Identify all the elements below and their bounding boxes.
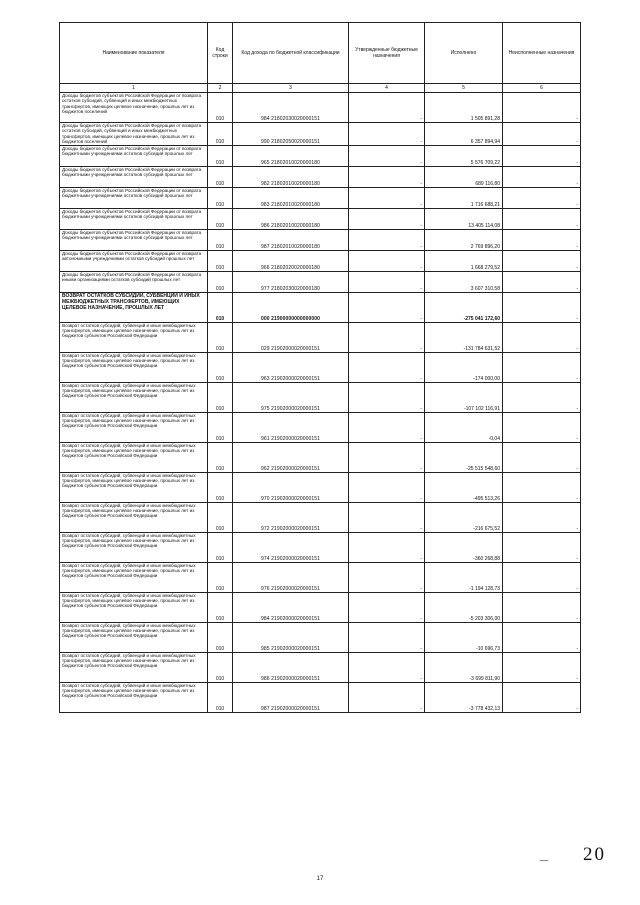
row-kbk: 984 21802030020000151 <box>233 93 349 123</box>
row-name: Возврат остатков субсидий, субвенций и иных межбюджетных трансфертов, имеющих целевое назначение, прошлых лет из бюджетов субъектов Российской Федерации <box>60 352 208 382</box>
row-name: Возврат остатков субсидий, субвенций и иных межбюджетных трансфертов, имеющих целевое назначение, прошлых лет из бюджетов субъектов Российской Федерации <box>60 502 208 532</box>
table-header-row <box>60 23 581 84</box>
table-row <box>60 442 581 472</box>
row-name: Возврат остатков субсидий, субвенций и иных межбюджетных трансфертов, имеющих целевое назначение, прошлых лет из бюджетов субъектов Российской Федерации <box>60 322 208 352</box>
row-kbk: 986 21802010020000180 <box>233 208 349 229</box>
row-code: 010 <box>208 472 233 502</box>
row-code: 010 <box>208 93 233 123</box>
row-unexecuted: - <box>503 442 581 472</box>
table-row <box>60 187 581 208</box>
row-unexecuted: - <box>503 382 581 412</box>
col-number: 6 <box>503 84 581 93</box>
row-code: 010 <box>208 187 233 208</box>
row-name: Доходы бюджетов субъектов Российской Федерации от возврата остатков субсидий, субвенций и иных межбюджетных трансфертов, имеющих целевое назначение, прошлых лет из бюджетов поселений <box>60 93 208 123</box>
table-row <box>60 250 581 271</box>
row-kbk: 984 21902000020000151 <box>233 592 349 622</box>
table-row <box>60 271 581 292</box>
row-kbk: 987 21802010020000180 <box>233 229 349 250</box>
row-name: Доходы бюджетов субъектов Российской Федерации от возврата бюджетными учреждениями остатков субсидий прошлых лет <box>60 187 208 208</box>
row-executed: 1 668 279,52 <box>425 250 503 271</box>
row-name: Доходы бюджетов субъектов Российской Федерации от возврата бюджетными учреждениями остатков субсидий прошлых лет <box>60 145 208 166</box>
row-code: 010 <box>208 682 233 712</box>
row-name: ВОЗВРАТ ОСТАТКОВ СУБСИДИЙ, СУБВЕНЦИЙ И ИНЫХ МЕЖБЮДЖЕТНЫХ ТРАНСФЕРТОВ, ИМЕЮЩИХ ЦЕЛЕВОЕ НАЗНАЧЕНИЕ, ПРОШЛЫХ ЛЕТ <box>60 292 208 322</box>
row-kbk: 982 21802010020000180 <box>233 166 349 187</box>
row-kbk: 977 21802030020000180 <box>233 271 349 292</box>
row-executed: -495 513,26 <box>425 472 503 502</box>
row-unexecuted: - <box>503 93 581 123</box>
row-approved: - <box>349 322 425 352</box>
row-approved: - <box>349 145 425 166</box>
row-unexecuted: - <box>503 322 581 352</box>
row-code: 010 <box>208 166 233 187</box>
row-kbk: 983 21802010020000180 <box>233 187 349 208</box>
row-unexecuted: - <box>503 622 581 652</box>
row-kbk: 000 21900000000000000 <box>233 292 349 322</box>
row-unexecuted: - <box>503 250 581 271</box>
table-row <box>60 123 581 146</box>
row-executed: -3 778 432,13 <box>425 682 503 712</box>
row-approved: - <box>349 562 425 592</box>
row-unexecuted: - <box>503 229 581 250</box>
row-approved: - <box>349 592 425 622</box>
row-executed: -174 000,00 <box>425 352 503 382</box>
row-name: Возврат остатков субсидий, субвенций и иных межбюджетных трансфертов, имеющих целевое назначение, прошлых лет из бюджетов субъектов Российской Федерации <box>60 382 208 412</box>
table-row <box>60 322 581 352</box>
row-unexecuted: - <box>503 652 581 682</box>
row-unexecuted: - <box>503 292 581 322</box>
row-code: 010 <box>208 208 233 229</box>
header-unexecuted: Неисполненные назначения <box>503 23 581 84</box>
table-row <box>60 682 581 712</box>
row-kbk: 990 21802050020000151 <box>233 123 349 146</box>
row-name: Доходы бюджетов субъектов Российской Федерации от возврата бюджетными учреждениями остатков субсидий прошлых лет <box>60 229 208 250</box>
row-approved: - <box>349 271 425 292</box>
row-executed: 1 716 688,21 <box>425 187 503 208</box>
row-kbk: 975 21902000020000151 <box>233 382 349 412</box>
row-name: Доходы бюджетов субъектов Российской Федерации от возврата бюджетными учреждениями остатков субсидий прошлых лет <box>60 208 208 229</box>
row-code: 010 <box>208 292 233 322</box>
col-number: 5 <box>425 84 503 93</box>
row-code: 010 <box>208 250 233 271</box>
row-unexecuted: - <box>503 166 581 187</box>
row-name: Возврат остатков субсидий, субвенций и иных межбюджетных трансфертов, имеющих целевое назначение, прошлых лет из бюджетов субъектов Российской Федерации <box>60 562 208 592</box>
row-executed: -3 699 811,90 <box>425 652 503 682</box>
table-row <box>60 472 581 502</box>
row-executed: -216 675,52 <box>425 502 503 532</box>
table-row <box>60 93 581 123</box>
row-name: Возврат остатков субсидий, субвенций и иных межбюджетных трансфертов, имеющих целевое назначение, прошлых лет из бюджетов субъектов Российской Федерации <box>60 472 208 502</box>
table-row <box>60 652 581 682</box>
header-name: Наименование показателя <box>60 23 208 84</box>
row-unexecuted: - <box>503 412 581 442</box>
row-unexecuted: - <box>503 502 581 532</box>
row-executed: -10 696,73 <box>425 622 503 652</box>
row-kbk: 962 21902000020000151 <box>233 442 349 472</box>
row-kbk: 965 21802010020000180 <box>233 145 349 166</box>
row-executed: 13 405 114,08 <box>425 208 503 229</box>
row-executed: -25 515 548,60 <box>425 442 503 472</box>
row-executed: -107 102 116,91 <box>425 382 503 412</box>
row-kbk: 987 21902000020000151 <box>233 682 349 712</box>
row-approved: - <box>349 187 425 208</box>
row-executed: -1 194 128,73 <box>425 562 503 592</box>
table-row <box>60 532 581 562</box>
row-unexecuted: - <box>503 352 581 382</box>
row-approved: - <box>349 93 425 123</box>
row-executed: 689 116,80 <box>425 166 503 187</box>
row-unexecuted: - <box>503 208 581 229</box>
row-approved: - <box>349 166 425 187</box>
row-unexecuted: - <box>503 592 581 622</box>
row-kbk: 963 21902000020000151 <box>233 352 349 382</box>
row-approved: - <box>349 412 425 442</box>
row-approved: - <box>349 442 425 472</box>
table-row <box>60 502 581 532</box>
row-code: 010 <box>208 412 233 442</box>
row-executed: 6 357 894,94 <box>425 123 503 146</box>
row-code: 010 <box>208 442 233 472</box>
header-kbk: Код дохода по бюджетной классификации <box>233 23 349 84</box>
row-approved: - <box>349 652 425 682</box>
row-unexecuted: - <box>503 562 581 592</box>
budget-report-table <box>59 22 581 713</box>
header-approved: Утвержденные бюджетные назначения <box>349 23 425 84</box>
row-approved: - <box>349 250 425 271</box>
row-name: Доходы бюджетов субъектов Российской Федерации от возврата остатков субсидий, субвенций и иных межбюджетных трансфертов, имеющих целевое назначение, прошлых лет из бюджетов поселений <box>60 123 208 146</box>
row-approved: - <box>349 229 425 250</box>
row-unexecuted: - <box>503 532 581 562</box>
row-code: 010 <box>208 592 233 622</box>
row-name: Доходы бюджетов субъектов Российской Федерации от возврата бюджетными учреждениями остатков субсидий прошлых лет <box>60 166 208 187</box>
row-name: Возврат остатков субсидий, субвенций и иных межбюджетных трансфертов, имеющих целевое назначение, прошлых лет из бюджетов субъектов Российской Федерации <box>60 682 208 712</box>
row-kbk: 986 21902000020000151 <box>233 652 349 682</box>
row-name: Возврат остатков субсидий, субвенций и иных межбюджетных трансфертов, имеющих целевое назначение, прошлых лет из бюджетов субъектов Российской Федерации <box>60 592 208 622</box>
row-approved: - <box>349 622 425 652</box>
row-code: 010 <box>208 322 233 352</box>
table-row <box>60 592 581 622</box>
row-unexecuted: - <box>503 682 581 712</box>
header-code: Код строки <box>208 23 233 84</box>
table-row <box>60 352 581 382</box>
row-executed: 5 576 709,22 <box>425 145 503 166</box>
row-unexecuted: - <box>503 145 581 166</box>
row-name: Возврат остатков субсидий, субвенций и иных межбюджетных трансфертов, имеющих целевое назначение, прошлых лет из бюджетов субъектов Российской Федерации <box>60 652 208 682</box>
table-row <box>60 412 581 442</box>
row-code: 010 <box>208 622 233 652</box>
col-number: 1 <box>60 84 208 93</box>
row-approved: - <box>349 532 425 562</box>
row-approved: - <box>349 292 425 322</box>
row-code: 010 <box>208 562 233 592</box>
row-approved: - <box>349 123 425 146</box>
row-kbk: 974 21902000020000151 <box>233 532 349 562</box>
table-row <box>60 292 581 322</box>
row-executed: 1 505 891,28 <box>425 93 503 123</box>
row-approved: - <box>349 352 425 382</box>
row-executed: -0,04 <box>425 412 503 442</box>
row-name: Возврат остатков субсидий, субвенций и иных межбюджетных трансфертов, имеющих целевое назначение, прошлых лет из бюджетов субъектов Российской Федерации <box>60 442 208 472</box>
table-body <box>60 93 581 713</box>
col-number: 2 <box>208 84 233 93</box>
row-name: Возврат остатков субсидий, субвенций и иных межбюджетных трансфертов, имеющих целевое назначение, прошлых лет из бюджетов субъектов Российской Федерации <box>60 532 208 562</box>
handwritten-page-number: 20 <box>583 844 606 865</box>
col-number: 4 <box>349 84 425 93</box>
row-unexecuted: - <box>503 472 581 502</box>
table-row <box>60 166 581 187</box>
row-kbk: 029 21902000020000151 <box>233 322 349 352</box>
row-unexecuted: - <box>503 271 581 292</box>
table-row <box>60 622 581 652</box>
row-code: 010 <box>208 229 233 250</box>
row-kbk: 966 21802020020000180 <box>233 250 349 271</box>
row-approved: - <box>349 502 425 532</box>
row-executed: -131 784 631,52 <box>425 322 503 352</box>
table-row <box>60 229 581 250</box>
row-kbk: 961 21902000020000151 <box>233 412 349 442</box>
row-code: 010 <box>208 145 233 166</box>
footer-page-number: 17 <box>316 876 324 882</box>
table-row <box>60 382 581 412</box>
row-kbk: 985 21902000020000151 <box>233 622 349 652</box>
row-approved: - <box>349 682 425 712</box>
row-unexecuted: - <box>503 187 581 208</box>
row-code: 010 <box>208 652 233 682</box>
row-kbk: 972 21902000020000151 <box>233 502 349 532</box>
row-approved: - <box>349 382 425 412</box>
row-approved: - <box>349 472 425 502</box>
row-code: 010 <box>208 382 233 412</box>
row-code: 010 <box>208 352 233 382</box>
table-row <box>60 562 581 592</box>
row-name: Возврат остатков субсидий, субвенций и иных межбюджетных трансфертов, имеющих целевое назначение, прошлых лет из бюджетов субъектов Российской Федерации <box>60 412 208 442</box>
footer-dash: — <box>540 856 548 865</box>
row-code: 010 <box>208 271 233 292</box>
table-row <box>60 208 581 229</box>
row-executed: -275 041 172,60 <box>425 292 503 322</box>
header-executed: Исполнено <box>425 23 503 84</box>
row-name: Возврат остатков субсидий, субвенций и иных межбюджетных трансфертов, имеющих целевое назначение, прошлых лет из бюджетов субъектов Российской Федерации <box>60 622 208 652</box>
row-approved: - <box>349 208 425 229</box>
row-name: Доходы бюджетов субъектов Российской Федерации от возврата автономными учреждениями остатков субсидий прошлых лет <box>60 250 208 271</box>
row-executed: 3 607 310,58 <box>425 271 503 292</box>
row-executed: -360 268,88 <box>425 532 503 562</box>
row-executed: -5 203 306,00 <box>425 592 503 622</box>
table-row <box>60 145 581 166</box>
row-name: Доходы бюджетов субъектов Российской Федерации от возврата иными организациями остатков субсидий прошлых лет <box>60 271 208 292</box>
row-code: 010 <box>208 532 233 562</box>
row-unexecuted: - <box>503 123 581 146</box>
row-code: 010 <box>208 502 233 532</box>
column-number-row <box>60 84 581 93</box>
row-kbk: 976 21902000020000151 <box>233 562 349 592</box>
col-number: 3 <box>233 84 349 93</box>
row-kbk: 970 21902000020000151 <box>233 472 349 502</box>
row-executed: 2 769 896,20 <box>425 229 503 250</box>
row-code: 010 <box>208 123 233 146</box>
